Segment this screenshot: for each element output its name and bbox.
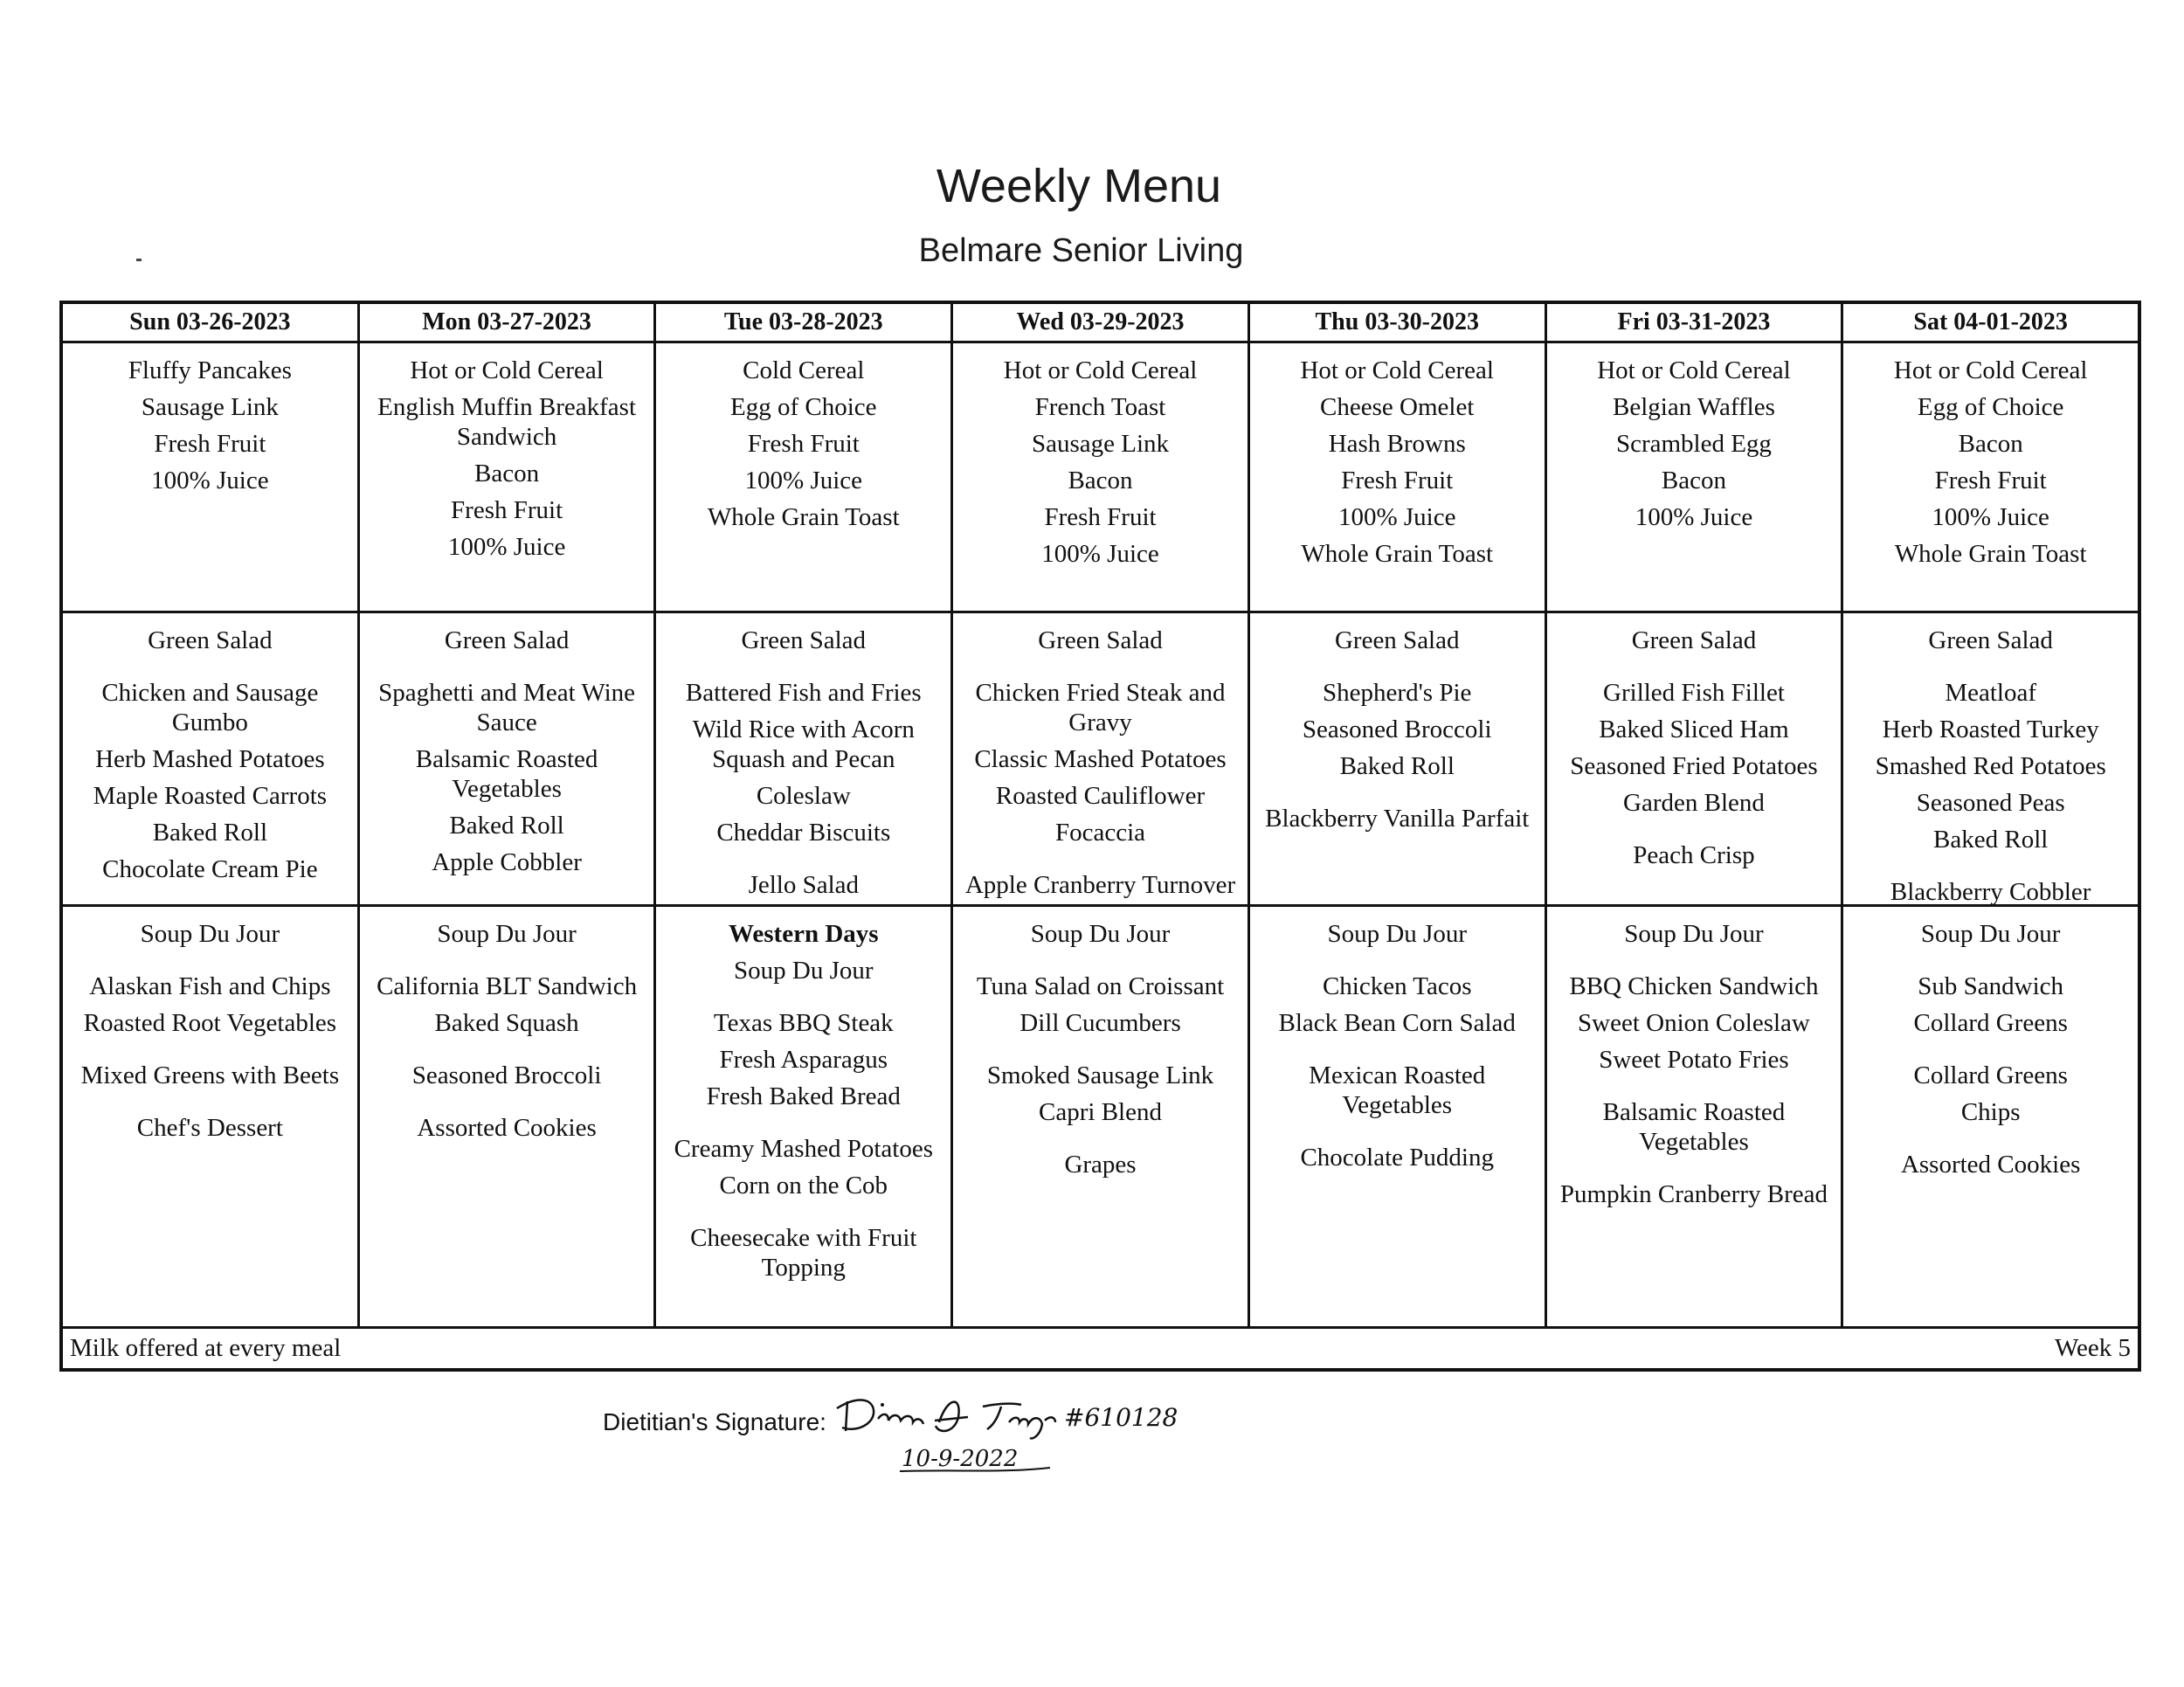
menu-item: Soup Du Jour [1920, 920, 2061, 948]
scan-mark [136, 259, 142, 261]
breakfast-cell [1843, 343, 2138, 611]
lunch-cell [656, 613, 953, 904]
menu-item: Corn on the Cob [719, 1172, 888, 1200]
menu-item: Baked Roll [1933, 826, 2049, 854]
dinner-cell [656, 907, 953, 1326]
menu-item: Cold Cereal [743, 356, 865, 384]
menu-item: Shepherd's Pie [1323, 679, 1472, 707]
lunch-cell [1250, 613, 1547, 904]
menu-item: Balsamic Roasted Vegetables [415, 745, 598, 803]
breakfast-row [63, 343, 2138, 613]
menu-item: 100% Juice [151, 467, 269, 494]
menu-item: 100% Juice [447, 533, 566, 561]
menu-item: Green Salad [444, 626, 570, 654]
menu-item: Seasoned Broccoli [411, 1061, 602, 1089]
menu-item: Jello Salad [748, 871, 860, 899]
menu-item: 100% Juice [1932, 503, 2049, 531]
lunch-cell [360, 613, 657, 904]
menu-item: Classic Mashed Potatoes [974, 745, 1227, 773]
day-header: Sun 03-26-2023 [63, 304, 360, 341]
menu-item: Green Salad [1928, 626, 2053, 654]
menu-item: Soup Du Jour [1327, 920, 1467, 948]
menu-item: Garden Blend [1623, 789, 1765, 817]
menu-item: Focaccia [1054, 819, 1146, 847]
menu-item: Bacon [474, 460, 540, 487]
menu-item: Meatloaf [1945, 679, 2036, 707]
menu-item: Hot or Cold Cereal [1597, 356, 1791, 384]
menu-item: Whole Grain Toast [1301, 540, 1494, 568]
menu-item: Battered Fish and Fries [685, 679, 922, 707]
menu-item: Grilled Fish Fillet [1603, 679, 1785, 707]
menu-item: Baked Squash [434, 1009, 579, 1037]
menu-item: Whole Grain Toast [1894, 540, 2087, 568]
menu-item: Sausage Link [141, 393, 279, 421]
menu-item: Chef's Dessert [136, 1114, 283, 1142]
breakfast-cell [63, 343, 360, 611]
dinner-cell [360, 907, 657, 1326]
weekly-menu-table [59, 301, 2141, 1372]
menu-item: Bacon [1958, 430, 2023, 458]
menu-item: Dill Cucumbers [1019, 1009, 1181, 1037]
menu-item: Grapes [1064, 1151, 1137, 1179]
menu-item: Chicken and Sausage Gumbo [101, 679, 319, 736]
breakfast-cell [360, 343, 657, 611]
menu-item: Spaghetti and Meat Wine Sauce [378, 679, 636, 736]
svg-text:#610128: #610128 [1064, 1403, 1178, 1432]
menu-item: Fresh Asparagus [719, 1046, 888, 1074]
menu-item: Mixed Greens with Beets [80, 1061, 340, 1089]
menu-item: Chocolate Cream Pie [102, 855, 318, 883]
lunch-cell [63, 613, 360, 904]
menu-item: Collard Greens [1913, 1061, 2068, 1089]
menu-item: Blackberry Cobbler [1890, 878, 2091, 906]
menu-item: Apple Cobbler [432, 848, 582, 876]
menu-item: Fresh Baked Bread [706, 1082, 901, 1110]
signature-block [603, 1389, 1214, 1485]
menu-item: Egg of Choice [730, 393, 877, 421]
svg-text:10-9-2022: 10-9-2022 [902, 1446, 1019, 1472]
menu-item: Roasted Root Vegetables [83, 1009, 337, 1037]
menu-item: Smashed Red Potatoes [1875, 752, 2106, 780]
menu-item: Chips [1960, 1098, 2021, 1126]
menu-item: BBQ Chicken Sandwich [1569, 972, 1819, 1000]
menu-item: Apple Cranberry Turnover [964, 871, 1236, 899]
menu-item: Roasted Cauliflower [995, 782, 1206, 810]
menu-item: Smoked Sausage Link [986, 1061, 1214, 1089]
menu-item: Scrambled Egg [1615, 430, 1772, 458]
day-header-row [63, 304, 2138, 343]
milk-note: Milk offered at every meal [70, 1334, 342, 1362]
menu-item: 100% Juice [1635, 503, 1753, 531]
menu-item: Baked Roll [152, 819, 267, 847]
menu-item: 100% Juice [744, 467, 863, 494]
menu-item: Pumpkin Cranberry Bread [1559, 1180, 1828, 1208]
menu-item: Herb Roasted Turkey [1882, 716, 2099, 743]
menu-item: Fresh Fruit [1341, 467, 1454, 494]
day-header: Fri 03-31-2023 [1547, 304, 1844, 341]
menu-item: Soup Du Jour [437, 920, 577, 948]
menu-item: Chicken Fried Steak and Gravy [975, 679, 1226, 736]
menu-item: Tuna Salad on Croissant [976, 972, 1225, 1000]
menu-item: Alaskan Fish and Chips [89, 972, 331, 1000]
menu-item: French Toast [1034, 393, 1166, 421]
menu-item: Herb Mashed Potatoes [95, 745, 325, 773]
menu-item: Green Salad [741, 626, 867, 654]
menu-item: Wild Rice with Acorn Squash and Pecan [692, 716, 915, 773]
menu-item: Green Salad [1334, 626, 1460, 654]
menu-item: Black Bean Corn Salad [1278, 1009, 1516, 1037]
menu-item: Green Salad [148, 626, 273, 654]
menu-item: Assorted Cookies [417, 1114, 597, 1142]
menu-item: Sub Sandwich [1918, 972, 2064, 1000]
menu-item: Hash Browns [1328, 430, 1466, 458]
menu-item: Fresh Fruit [154, 430, 266, 458]
menu-item: Cheesecake with Fruit Topping [690, 1224, 917, 1282]
week-label: Week 5 [2054, 1334, 2131, 1362]
menu-item: Sausage Link [1031, 430, 1170, 458]
day-header: Tue 03-28-2023 [656, 304, 953, 341]
menu-item: Baked Roll [1339, 752, 1455, 780]
menu-item: Mexican Roasted Vegetables [1309, 1061, 1486, 1119]
signature-label: Dietitian's Signature: [603, 1408, 826, 1435]
menu-item: Fresh Fruit [747, 430, 860, 458]
breakfast-cell [953, 343, 1250, 611]
menu-item: Peach Crisp [1633, 841, 1755, 869]
menu-item: Sweet Onion Coleslaw [1578, 1009, 1810, 1037]
lunch-cell [1547, 613, 1844, 904]
facility-name: Belmare Senior Living [918, 232, 1244, 269]
menu-item: Hot or Cold Cereal [410, 356, 604, 384]
menu-item: 100% Juice [1041, 540, 1159, 568]
menu-item: Sweet Potato Fries [1599, 1046, 1789, 1074]
handwritten-signature [830, 1389, 1197, 1485]
day-header: Sat 04-01-2023 [1913, 308, 2068, 335]
dinner-row [63, 907, 2138, 1329]
menu-item: Maple Roasted Carrots [93, 782, 328, 810]
dinner-cell [953, 907, 1250, 1326]
menu-item: Hot or Cold Cereal [1893, 356, 2088, 384]
menu-item: Chicken Tacos [1322, 972, 1472, 1000]
menu-item: 100% Juice [1337, 503, 1456, 531]
menu-item: Green Salad [1038, 626, 1163, 654]
breakfast-cell [656, 343, 953, 611]
breakfast-cell [1547, 343, 1844, 611]
lunch-cell [1843, 613, 2138, 904]
dinner-cell [1843, 907, 2138, 1326]
menu-item: Coleslaw [756, 782, 851, 810]
menu-item: Fresh Fruit [451, 496, 563, 524]
menu-item: Western Days [729, 920, 879, 948]
menu-item: Bacon [1068, 467, 1133, 494]
menu-item: Texas BBQ Steak [713, 1009, 894, 1037]
menu-item: Blackberry Vanilla Parfait [1265, 805, 1530, 833]
menu-item: Fresh Fruit [1934, 467, 2047, 494]
lunch-cell [953, 613, 1250, 904]
menu-item: Chocolate Pudding [1300, 1144, 1494, 1172]
dinner-cell [1250, 907, 1547, 1326]
day-header: Wed 03-29-2023 [953, 304, 1250, 341]
dinner-cell [63, 907, 360, 1326]
menu-item: Creamy Mashed Potatoes [674, 1135, 933, 1163]
dinner-cell [1547, 907, 1844, 1326]
menu-item: Baked Sliced Ham [1599, 716, 1789, 743]
menu-item: Green Salad [1631, 626, 1757, 654]
menu-item: California BLT Sandwich [377, 972, 638, 1000]
menu-item: Seasoned Fried Potatoes [1570, 752, 1818, 780]
menu-item: Soup Du Jour [140, 920, 280, 948]
menu-item: Assorted Cookies [1900, 1151, 2081, 1179]
menu-item: Soup Du Jour [1624, 920, 1764, 948]
menu-item: Hot or Cold Cereal [1300, 356, 1494, 384]
menu-item: Bacon [1661, 467, 1726, 494]
lunch-row [63, 613, 2138, 907]
breakfast-cell [1250, 343, 1547, 611]
menu-item: Soup Du Jour [1030, 920, 1171, 948]
menu-item: Baked Roll [449, 812, 564, 840]
menu-item: Hot or Cold Cereal [1003, 356, 1198, 384]
page-title: Weekly Menu [936, 160, 1222, 212]
menu-item: Fluffy Pancakes [128, 356, 292, 384]
menu-item: Cheese Omelet [1320, 393, 1475, 421]
day-header: Mon 03-27-2023 [360, 304, 657, 341]
menu-item: Whole Grain Toast [707, 503, 900, 531]
menu-item: Egg of Choice [1917, 393, 2064, 421]
menu-item: Soup Du Jour [734, 957, 874, 985]
menu-item: Belgian Waffles [1613, 393, 1775, 421]
menu-item: Cheddar Biscuits [716, 819, 891, 847]
menu-item: English Muffin Breakfast Sandwich [377, 393, 637, 451]
day-header: Thu 03-30-2023 [1250, 304, 1547, 341]
menu-item: Collard Greens [1913, 1009, 2068, 1037]
menu-item: Seasoned Peas [1916, 789, 2065, 817]
menu-item: Fresh Fruit [1044, 503, 1157, 531]
table-footer [63, 1329, 2138, 1368]
menu-item: Capri Blend [1039, 1098, 1162, 1126]
menu-item: Seasoned Broccoli [1302, 716, 1492, 743]
menu-item: Balsamic Roasted Vegetables [1602, 1098, 1786, 1156]
